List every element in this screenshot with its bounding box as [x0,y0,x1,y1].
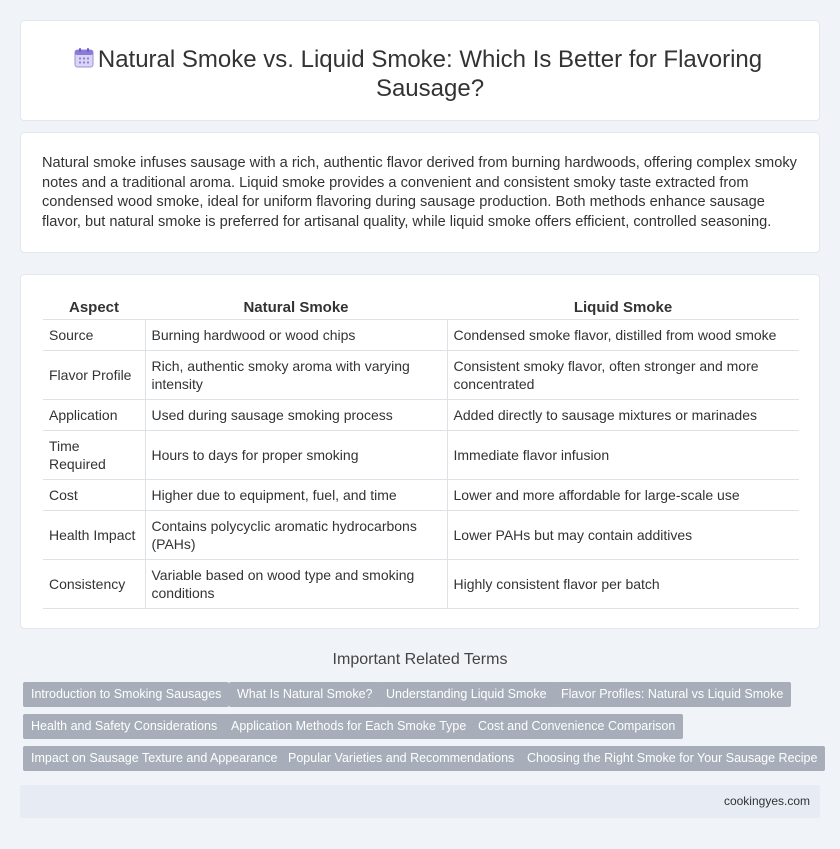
comparison-table [43,295,799,609]
table-cell-aspect: Source [43,319,145,350]
table-cell-liquid: Added directly to sausage mixtures or marinades [447,399,799,430]
table-cell-natural: Contains polycyclic aromatic hydrocarbons (PAHs) [145,510,447,559]
header-card [20,20,820,121]
comparison-table-card [20,274,820,629]
table-header-row [43,295,799,319]
related-term-tag[interactable]: Understanding Liquid Smoke [378,682,555,707]
table-cell-liquid: Immediate flavor infusion [447,430,799,479]
related-term-tag[interactable]: Health and Safety Considerations [23,714,225,739]
table-row [43,510,799,559]
table-row [43,559,799,608]
table-cell-aspect: Flavor Profile [43,350,145,399]
table-row [43,399,799,430]
intro-card [20,132,820,253]
footer-bar [20,785,820,818]
table-cell-natural: Used during sausage smoking process [145,399,447,430]
table-cell-natural: Hours to days for proper smoking [145,430,447,479]
related-term-tag[interactable]: Impact on Sausage Texture and Appearance [23,746,285,771]
table-cell-natural: Variable based on wood type and smoking conditions [145,559,447,608]
table-cell-liquid: Condensed smoke flavor, distilled from wood smoke [447,319,799,350]
related-term-tag[interactable]: Cost and Convenience Comparison [470,714,683,739]
page-title: Natural Smoke vs. Liquid Smoke: Which Is Better for Flavoring Sausage? [97,46,763,102]
table-cell-aspect: Time Required [43,430,145,479]
table-cell-natural: Higher due to equipment, fuel, and time [145,479,447,510]
table-cell-liquid: Consistent smoky flavor, often stronger and more concentrated [447,350,799,399]
table-row [43,430,799,479]
table-cell-aspect: Cost [43,479,145,510]
table-cell-natural: Rich, authentic smoky aroma with varying intensity [145,350,447,399]
related-term-tag[interactable]: Introduction to Smoking Sausages [23,682,229,707]
related-term-tag[interactable]: Application Methods for Each Smoke Type [223,714,474,739]
header-aspect: Aspect [43,295,145,319]
table-cell-aspect: Consistency [43,559,145,608]
table-cell-aspect: Application [43,399,145,430]
related-term-tag[interactable]: Choosing the Right Smoke for Your Sausage Recipe [519,746,825,771]
footer-site-link[interactable]: cookingyes.com [723,794,810,808]
table-cell-liquid: Lower PAHs but may contain additives [447,510,799,559]
table-row [43,319,799,350]
table-row [43,479,799,510]
intro-paragraph: Natural smoke infuses sausage with a rich, authentic flavor derived from burning hardwoods, offering complex smoky notes and a traditional aroma. Liquid smoke provides a convenient and consistent smoky taste extracted from condensed wood smoke, ideal for uniform flavoring during sausage production. Both methods enhance sausage flavor, but natural smoke is preferred for artisanal quality, while liquid smoke offers efficient, controlled seasoning. [42,155,797,230]
header-liquid-smoke: Liquid Smoke [447,295,799,319]
table-row [43,350,799,399]
table-cell-aspect: Health Impact [43,510,145,559]
related-term-tag[interactable]: Popular Varieties and Recommendations [280,746,522,771]
header-natural-smoke: Natural Smoke [145,295,447,319]
table-cell-liquid: Lower and more affordable for large-scale use [447,479,799,510]
table-cell-natural: Burning hardwood or wood chips [145,319,447,350]
related-terms-title: Important Related Terms [332,651,508,668]
table-cell-liquid: Highly consistent flavor per batch [447,559,799,608]
related-term-tag[interactable]: Flavor Profiles: Natural vs Liquid Smoke [553,682,791,707]
related-term-tag[interactable]: What Is Natural Smoke? [229,682,380,707]
